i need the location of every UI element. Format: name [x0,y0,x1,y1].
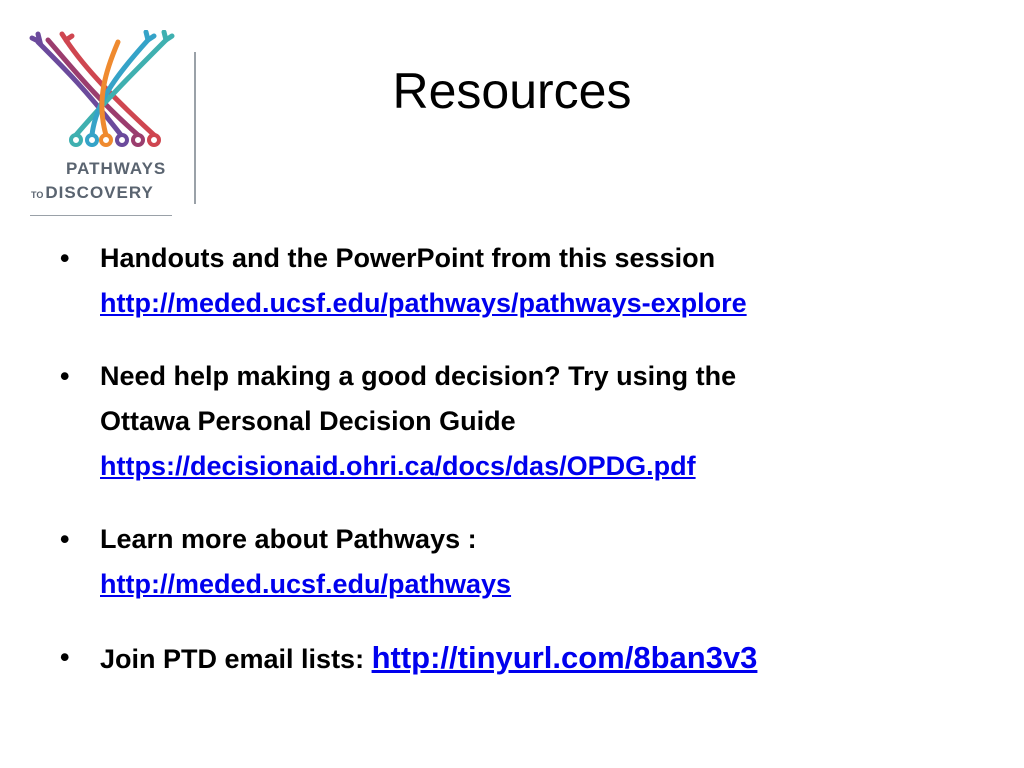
logo-text-discovery [31,183,154,203]
bullet-icon: • [60,642,70,672]
list-item [60,635,990,682]
list-item [60,236,990,326]
bullet-text: Need help making a good decision? Try using the [100,361,737,391]
email-lists-link[interactable]: http://tinyurl.com/8ban3v3 [371,640,758,675]
logo-text-pathways: PATHWAYS [66,159,167,178]
logo-text-to: TO [31,190,44,200]
bullet-text: Handouts and the PowerPoint from this session [100,243,716,273]
logo-underline [30,215,172,216]
bullet-icon: • [60,243,70,273]
list-item [60,354,990,489]
bullet-text: Learn more about Pathways : [100,524,477,554]
slide-title [0,62,1024,120]
handouts-link[interactable]: http://meded.ucsf.edu/pathways/pathways-explore [100,288,747,318]
bullet-text: Ottawa Personal Decision Guide [100,406,516,436]
bullet-icon: • [60,524,70,554]
slide-title-text: Resources [392,63,632,119]
resource-list [60,236,990,710]
list-item [60,517,990,607]
bullet-icon: • [60,361,70,391]
bullet-text: Join PTD email lists: [100,644,372,674]
pathways-logo [26,30,186,220]
decision-guide-link[interactable]: https://decisionaid.ohri.ca/docs/das/OPDG.pdf [100,451,696,481]
pathways-link[interactable]: http://meded.ucsf.edu/pathways [100,569,512,599]
logo-text-discovery-word: DISCOVERY [45,183,154,202]
